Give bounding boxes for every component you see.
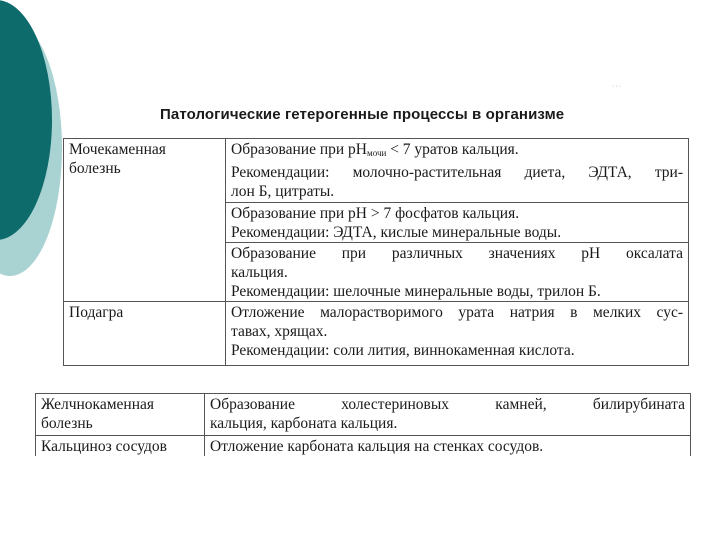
description-line: Отложение карбоната кальция на стенках сосудов. (210, 438, 544, 455)
table-row (36, 394, 691, 436)
description-line: тавах, хрящах. (231, 323, 328, 340)
table-row (64, 139, 689, 203)
description-line: лон Б, цитраты. (231, 183, 335, 200)
disease-cell: Мочекаменная болезнь (64, 139, 226, 302)
description-cell (226, 243, 689, 302)
table-row (36, 436, 691, 457)
description-cell (226, 302, 689, 366)
description-line: Отложение малорастворимого урата натрия в мелких сус- (231, 304, 683, 321)
disease-cell: Подагра (64, 302, 226, 366)
description-cell (226, 139, 689, 203)
description-line: Рекомендации: шелочные минеральные воды, трилон Б. (231, 283, 601, 300)
description-line: кальция, карбоната кальция. (210, 415, 398, 432)
processes-table-2 (35, 393, 691, 456)
faint-mark: · · · (612, 84, 621, 90)
processes-table-1 (63, 138, 689, 366)
description-line: Образование при рН > 7 фосфатов кальция. (231, 205, 520, 222)
description-line: Рекомендации: ЭДТА, кислые минеральные воды. (231, 224, 562, 241)
description-line: Образование холестериновых камней, билирубината (210, 396, 685, 413)
description-cell (205, 436, 691, 457)
disease-cell: Желчнокаменная болезнь (36, 394, 205, 436)
description-cell (226, 203, 689, 243)
table-row (64, 302, 689, 366)
description-line: кальция. (231, 264, 288, 281)
page-title: Патологические гетерогенные процессы в организме (160, 106, 565, 123)
description-line: Образование при различных значениях рН оксалата (231, 245, 683, 262)
description-line: Рекомендации: соли лития, виннокаменная кислота. (231, 342, 575, 359)
description-line: Рекомендации: молочно-растительная диета, ЭДТА, три- (231, 164, 683, 181)
description-cell (205, 394, 691, 436)
description-line: Образование при $рН_{мочи} < 7$ уратов кальция. (231, 141, 519, 158)
disease-cell: Кальциноз сосудов (36, 436, 205, 457)
